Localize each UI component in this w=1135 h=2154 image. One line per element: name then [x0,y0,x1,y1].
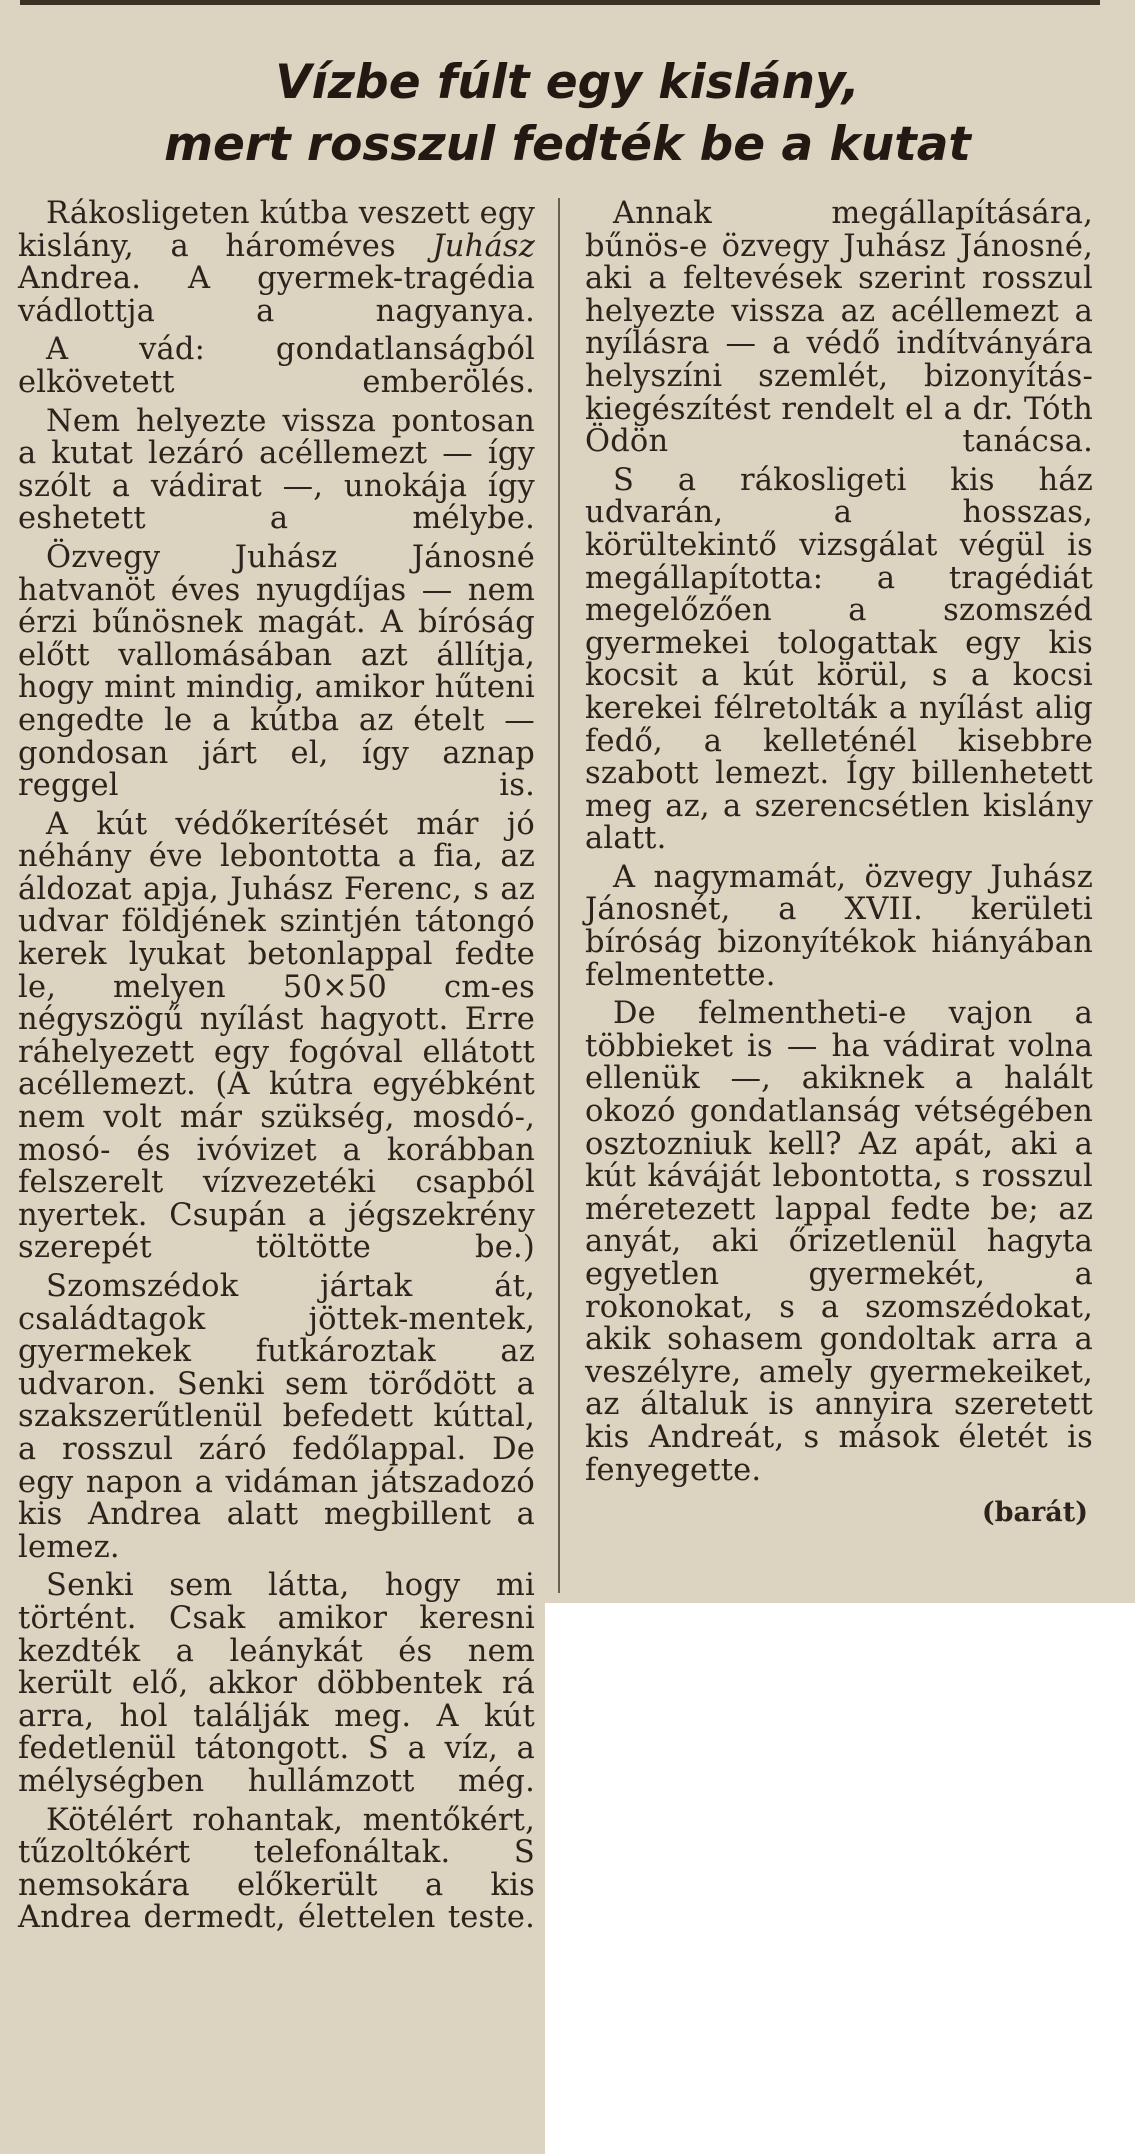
top-rule [20,0,1100,5]
paragraph: Özvegy Juhász Jánosné hatvanöt éves nyugdíjas — nem érzi bűnösnek magát. A bíróság előtt vallomásában azt állítja, hogy mint mindig, amikor hűteni engedte le a kútba az ételt — gondosan járt el, így aznap reggel is. [18,539,535,804]
headline-line-1: Vízbe fúlt egy kislány, [275,55,860,110]
paragraph: Nem helyezte vissza pontosan a kutat lezáró acéllemezt — így szólt a vádirat —, unokája így eshetett a mélybe. [18,403,535,537]
article-column-right [585,198,1093,1528]
paragraph: A kút védőkerítését már jó néhány éve lebontotta a fia, az áldozat apja, Juhász Ferenc, s az udvar földjének szintjén tátongó kerek lyukat betonlappal fedte le, melyen 50×50 cm-es négyszögű nyílást hagyott. Erre ráhelyezett egy fogóval ellátott acéllemezt. (A kútra egyébként nem volt már szükség, mosdó-, mosó- és ivóvizet a korábban felszerelt vízvezetéki csapból nyertek. Csupán a jégszekrény szerepét töltötte be.) [18,806,535,1266]
paragraph: Rákosligeten kútba veszett egy kislány, a hároméves Juhász Andrea. A gyermek-tragédia vádlottja a nagyanya. [18,196,535,329]
paragraph: De felmentheti-e vajon a többieket is — ha vádirat volna ellenük —, akiknek a halált okozó gondatlanság vétségében osztozniuk kell? Az apát, aki a kút káváját lebontotta, s rosszul méretezett lappal fedte be; az anyát, aki őrizetlenül hagyta egyetlen gyermekét, a rokonokat, s a szomszédokat, akik sohasem gondoltak arra a veszélyre, amely gyermekeiket, az általuk is annyira szeretett kis Andreát, s mások életét is fenyegette. [585,996,1093,1488]
article-column-left [18,198,535,1941]
author-signature: (barát) [981,1497,1088,1529]
paragraph: Senki sem látta, hogy mi történt. Csak amikor keresni kezdték a leánykát és nem került elő, akkor döbbentek rá arra, hol találják meg. A kút fedetlenül tátongott. S a víz, a mélységben hullámzott még. [18,1568,535,1799]
paragraph: Szomszédok jártak át, családtagok jöttek-mentek, gyermekek futkároztak az udvaron. Senki sem törődött a szakszerűtlenül befedett kúttal, a rosszul záró fedőlappal. De egy napon a vidáman játszadozó kis Andrea alatt megbillent a lemez. [18,1269,535,1565]
column-rule [558,198,560,1593]
paragraph: Annak megállapítására, bűnös-e özvegy Juhász Jánosné, aki a feltevések szerint rosszul helyezte vissza az acéllemezt a nyílásra — a védő indítványára helyszíni szemlét, bizonyítás-kiegészítést rendelt el a dr. Tóth Ödön tanácsa. [585,196,1093,460]
paragraph: Kötélért rohantak, mentőkért, tűzoltókért telefonáltak. S nemsokára előkerült a kis Andrea dermedt, élettelen teste. [18,1802,535,1936]
paragraph: S a rákosligeti kis ház udvarán, a hosszas, körültekintő vizsgálat végül is megállapította: a tragédiát megelőzően a szomszéd gyermekei tologattak egy kis kocsit a kút körül, s a kocsi kerekei félretolták a nyílást alig fedő, a kelleténél kisebbre szabott lemezt. Így billenhetett meg az, a szerencsétlen kislány alatt. [585,462,1093,857]
paragraph: A vád: gondatlanságból elkövetett emberölés. [18,332,535,400]
headline-line-2: mert rosszul fedték be a kutat [164,117,971,172]
article-headline [0,52,1135,176]
paragraph: A nagymamát, özvegy Juhász Jánosnét, a XVII. kerületi bíróság bizonyítékok hiányában felmentette. [585,859,1093,993]
